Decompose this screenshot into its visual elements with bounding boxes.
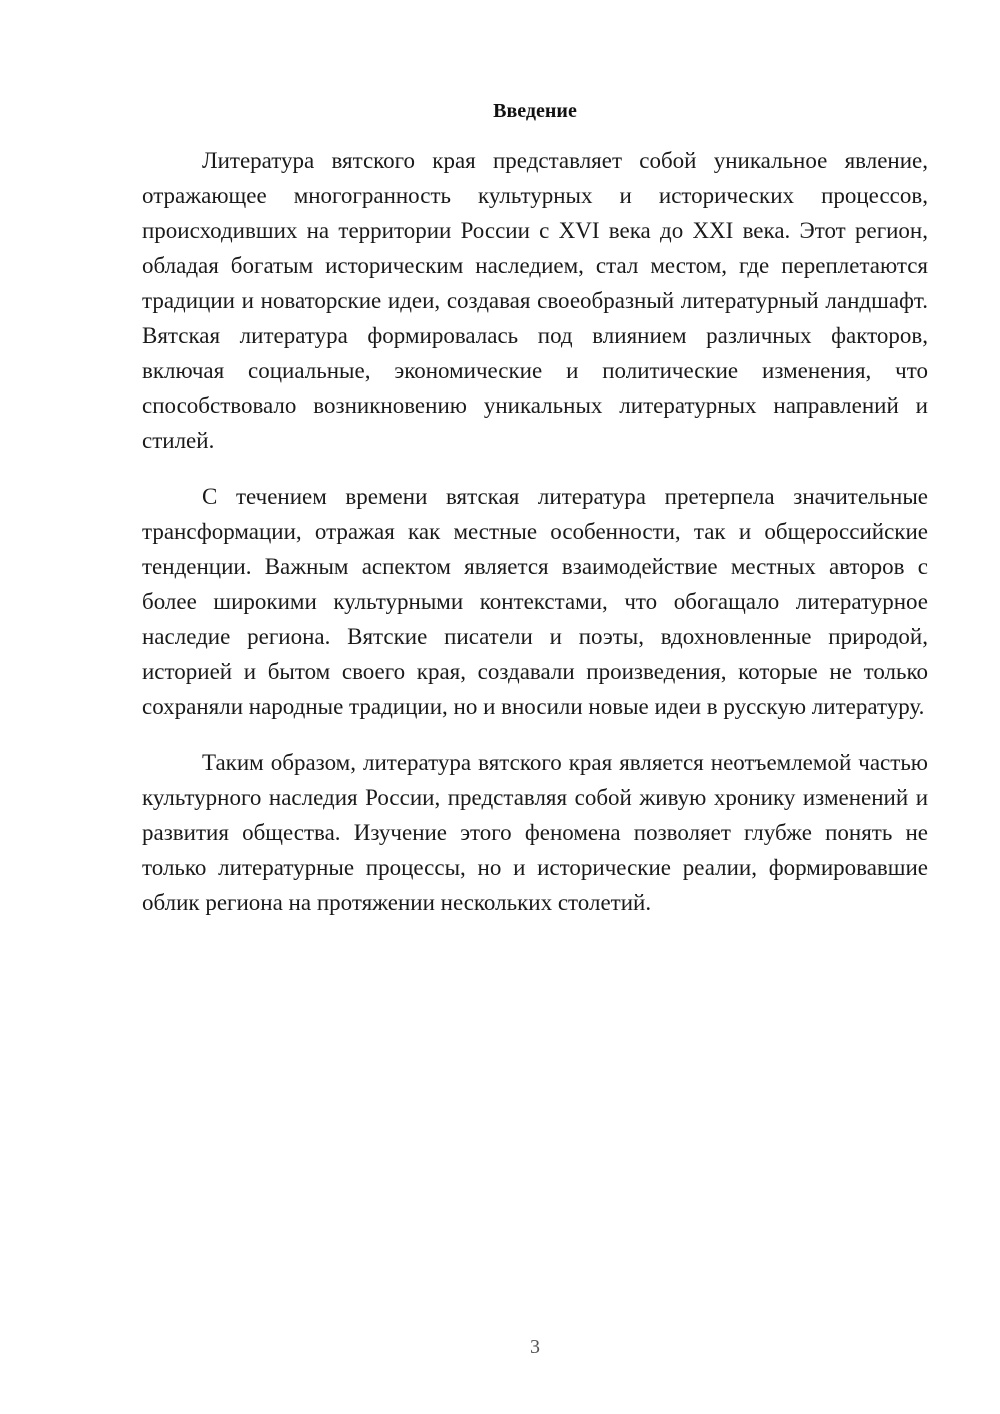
section-heading: Введение [493,100,577,122]
page-number: 3 [530,1336,540,1358]
paragraph: С течением времени вятская литература претерпела значительные трансформации, отражая как местные особенности, так и общероссийские тенденции. Важным аспектом является взаимодействие местных авторов с более широкими культурными контекстами, что обогащало литературное наследие региона. Вятские писатели и поэты, вдохновленные природой, историей и бытом своего края, создавали произведения, которые не только сохраняли народные традиции, но и вносили новые идеи в русскую литературу. [142,484,928,719]
paragraph: Литература вятского края представляет собой уникальное явление, отражающее многогранность культурных и исторических процессов, происходивших на территории России с XVI века до XXI века. Этот регион, обладая богатым историческим наследием, стал местом, где переплетаются традиции и новаторские идеи, создавая своеобразный литературный ландшафт. Вятская литература формировалась под влиянием различных факторов, включая социальные, экономические и политические изменения, что способствовало возникновению уникальных литературных направлений и стилей. [142,148,928,453]
body-text [142,143,928,941]
paragraph: Таким образом, литература вятского края является неотъемлемой частью культурного наследия России, представляя собой живую хронику изменений и развития общества. Изучение этого феномена позволяет глубже понять не только литературные процессы, но и исторические реалии, формировавшие облик региона на протяжении нескольких столетий. [142,750,928,915]
